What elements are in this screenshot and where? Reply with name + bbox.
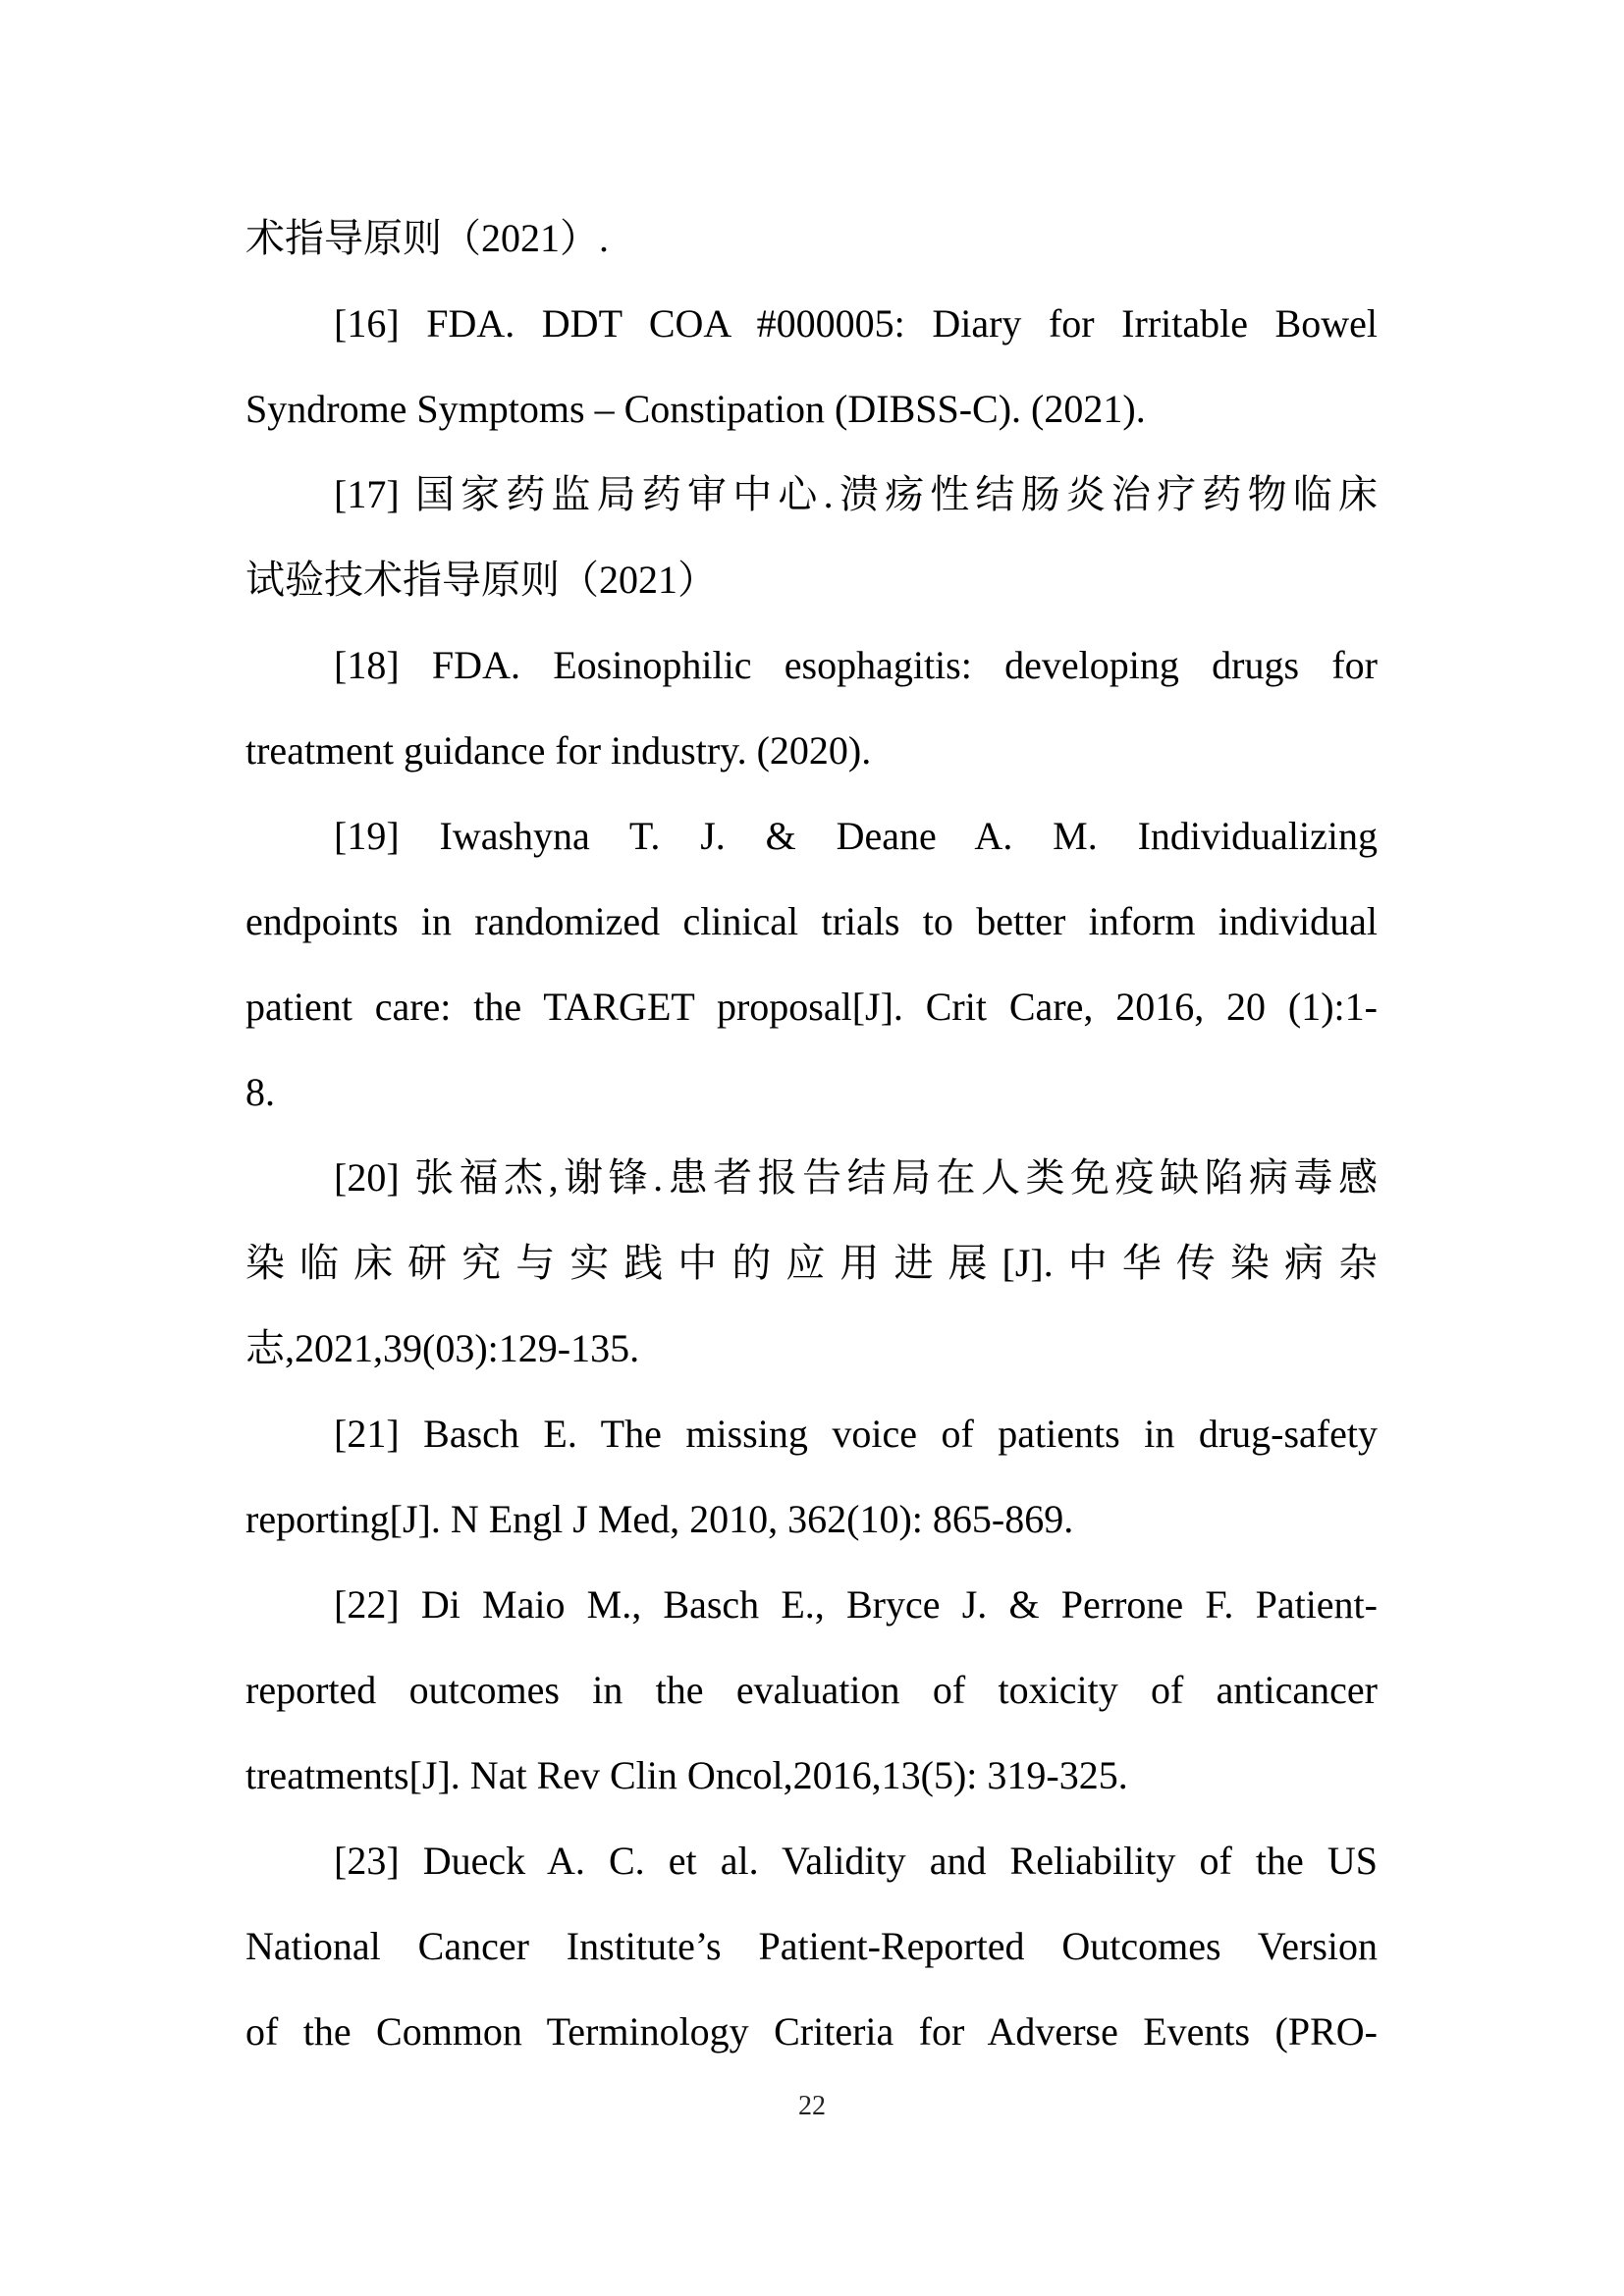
reference-line: [22] Di Maio M., Basch E., Bryce J. & Perrone F. Patient- [334,1582,1378,1627]
reference-line: 8. [245,1070,275,1114]
reference-line: [18] FDA. Eosinophilic esophagitis: developing drugs for [334,643,1378,687]
reference-line: endpoints in randomized clinical trials to better inform individual [245,899,1378,943]
reference-line: treatment guidance for industry. (2020). [245,728,872,773]
reference-line: [17] 国家药监局药审中心.溃疡性结肠炎治疗药物临床 [334,472,1378,516]
reference-line: [20] 张福杰,谢锋.患者报告结局在人类免疫缺陷病毒感 [334,1155,1378,1200]
reference-line: National Cancer Institute’s Patient-Reported Outcomes Version [245,1924,1378,1968]
reference-line: Syndrome Symptoms – Constipation (DIBSS-C). (2021). [245,387,1146,431]
reference-entry-17 [245,452,1378,622]
reference-line: [23] Dueck A. C. et al. Validity and Reliability of the US [334,1839,1378,1883]
reference-line: 术指导原则（2021）. [245,216,609,260]
reference-line: reporting[J]. N Engl J Med, 2010, 362(10): 865-869. [245,1497,1074,1541]
reference-line: patient care: the TARGET proposal[J]. Crit Care, 2016, 20 (1):1- [245,985,1378,1029]
reference-entry-21 [245,1391,1378,1562]
reference-entry-22 [245,1562,1378,1818]
reference-line: 志,2021,39(03):129-135. [245,1326,640,1370]
reference-line: [21] Basch E. The missing voice of patients in drug-safety [334,1412,1378,1456]
reference-entry-continuation [245,195,1378,281]
reference-entry-18 [245,622,1378,793]
reference-line: 染临床研究与实践中的应用进展[J].中华传染病杂 [245,1241,1378,1285]
reference-line: of the Common Terminology Criteria for Adverse Events (PRO- [245,2009,1378,2054]
reference-entry-16 [245,281,1378,452]
reference-line: 试验技术指导原则（2021） [245,558,717,602]
reference-entry-19 [245,793,1378,1135]
reference-line: treatments[J]. Nat Rev Clin Oncol,2016,13(5): 319-325. [245,1753,1128,1797]
reference-line: [19] Iwashyna T. J. & Deane A. M. Individualizing [334,814,1378,858]
reference-line: reported outcomes in the evaluation of toxicity of anticancer [245,1668,1378,1712]
reference-line: [16] FDA. DDT COA #000005: Diary for Irritable Bowel [334,301,1378,346]
reference-entry-23 [245,1818,1378,2074]
reference-entry-20 [245,1135,1378,1391]
references-section [245,195,1378,2074]
page-number: 22 [798,2091,826,2121]
